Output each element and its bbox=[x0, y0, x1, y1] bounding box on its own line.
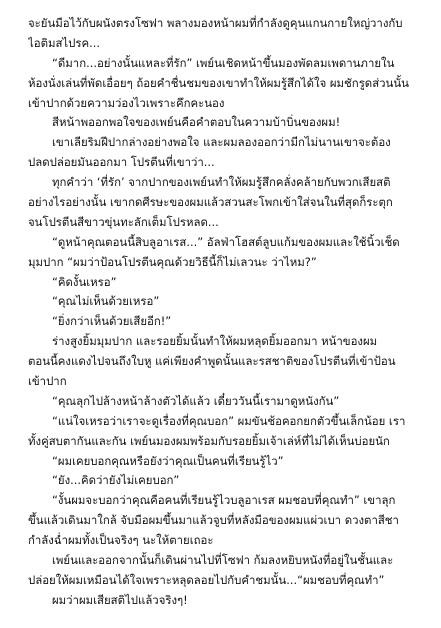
text-line: “คุณไม่เห็นด้วยเหรอ” bbox=[52, 294, 160, 309]
text-line: ขึ้นแล้วเดินมาใกล้ จับมือผมขึ้นมาแล้วจูบที่หลังมือของผมแผ่วเบา ดวงตาสีชา bbox=[28, 513, 399, 528]
text-line: ผมว่าผมเสียสติไปแล้วจริงๆ! bbox=[52, 592, 188, 607]
text-line: เข้าปากด้วยความว่องไวเพราะคึกคะนอง bbox=[28, 95, 225, 110]
text-line: “ยัง...คิดว่ายังไม่เคยบอก” bbox=[52, 473, 180, 488]
text-line: “ผมเคยบอกคุณหรือยังว่าคุณเป็นคนที่เรียนรู้ไว” bbox=[52, 453, 284, 468]
text-line: ร่างสูงยิ้มมุมปาก และรอยยิ้มนั้นทำให้ผมหลุดยิ้มออกมา หน้าของผม bbox=[52, 334, 378, 349]
text-line: “ยิ่งกว่าเห็นด้วยเสียอีก!” bbox=[52, 314, 172, 329]
text-line: “งั้นผมจะบอกว่าคุณคือคนที่เรียนรู้ไวบลูอาเรส ผมชอบที่คุณทำ” เขาลุก bbox=[52, 493, 396, 508]
text-line: ไอติมสไปรค... bbox=[28, 35, 100, 50]
text-line: สีหน้าพออกพอใจของเพย์นคือคำตอบในความบ้าบิ่นของผม! bbox=[52, 115, 341, 130]
text-line: จนโปรตีนสีขาวขุ่นทะลักเต็มโปรหลด... bbox=[28, 214, 219, 229]
text-line: “คิดงั้นเหรอ” bbox=[52, 274, 117, 289]
text-line: “คุณลุกไปล้างหน้าล้างตัวได้แล้ว เดี๋ยววันนี้เรามาดูหนังกัน” bbox=[52, 393, 340, 408]
text-line: ทุกคำว่า ‘ที่รัก’ จากปากของเพย์นทำให้ผมรู้สึกคลั่งคล้ายกับพวกเสียสติ bbox=[52, 175, 391, 190]
text-line: ตอนนี้คงแดงไปจนถึงใบหู แค่เพียงคำพูดนั้นและรสชาติของโปรตีนที่เข้าป้อน bbox=[28, 354, 396, 369]
text-line: อย่างไรอย่างนั้น เขากดศีรษะของผมแล้วสวนสะโพกเข้าใส่จนในที่สุดก็ระตุก bbox=[28, 195, 393, 210]
text-line: มุมปาก “ผมว่าป้อนโปรตีนคุณด้วยวิธีนี้ก็ไม่เลวนะ ว่าไหม?” bbox=[28, 254, 317, 269]
text-line: “ดูหน้าคุณตอนนี้สิบลูอาเรส...” อัลฟ่าโฮสต์ลูบแก้มของผมและใช้นิ้วเช็ด bbox=[52, 234, 400, 249]
text-line: เข้าปาก bbox=[28, 374, 67, 389]
text-line: เขาเลียริมฝีปากล่างอย่างพอใจ และผมลองออกว่ามีกไม่นานเขาจะต้อง bbox=[52, 135, 391, 150]
text-line: ทั้งคู่สบตากันและกัน เพย์นมองผมพร้อมกับรอยยิ้มเจ้าเล่ห์ที่ไม่ได้เห็นบ่อยนัก bbox=[28, 433, 390, 448]
text-line: จะยันมือไว้กับผนังตรงโซฟา พลางมองหน้าผมที่กำลังดูคุนแกนกายใหญ่วางกับ bbox=[28, 16, 403, 30]
text-line: ปลดปล่อยมันออกมา โปรตีนที่เขาว่า... bbox=[28, 155, 215, 170]
text-line: “ดีมาก...อย่างนั้นแหละที่รัก” เพย์นเชิดหน้าขึ้นมองพัดลมเพดานภายใน bbox=[52, 55, 395, 70]
text-line: ปล่อยให้ผมเหมือนได้ใจเพราะหลุดลอยไปกับคำชมนั้น...“ผมชอบที่คุณทำ” bbox=[28, 572, 385, 587]
text-line: กำลังฉ่ำผมทั้งเป็นจริงๆ นะให้ตายเถอะ bbox=[28, 533, 214, 548]
text-line: ห้องนั่งเล่นที่พัดเอื่อยๆ ถ้อยคำชื่นชมของเขาทำให้ผมรู้สึกได้ใจ ผมชักรูดส่วนนั้น bbox=[28, 75, 409, 90]
text-line: เพย์นและออกจากนั้นก็เดินผ่านไปที่โซฟา ก้มลงหยิบหนังที่อยู่ในชั้นและ bbox=[52, 553, 394, 568]
text-line: “แน่ใจเหรอว่าเราจะดูเรื่องที่คุณบอก” ผมขันช้อคอกยกตัวขึ้นเล็กน้อย เรา bbox=[52, 413, 406, 428]
